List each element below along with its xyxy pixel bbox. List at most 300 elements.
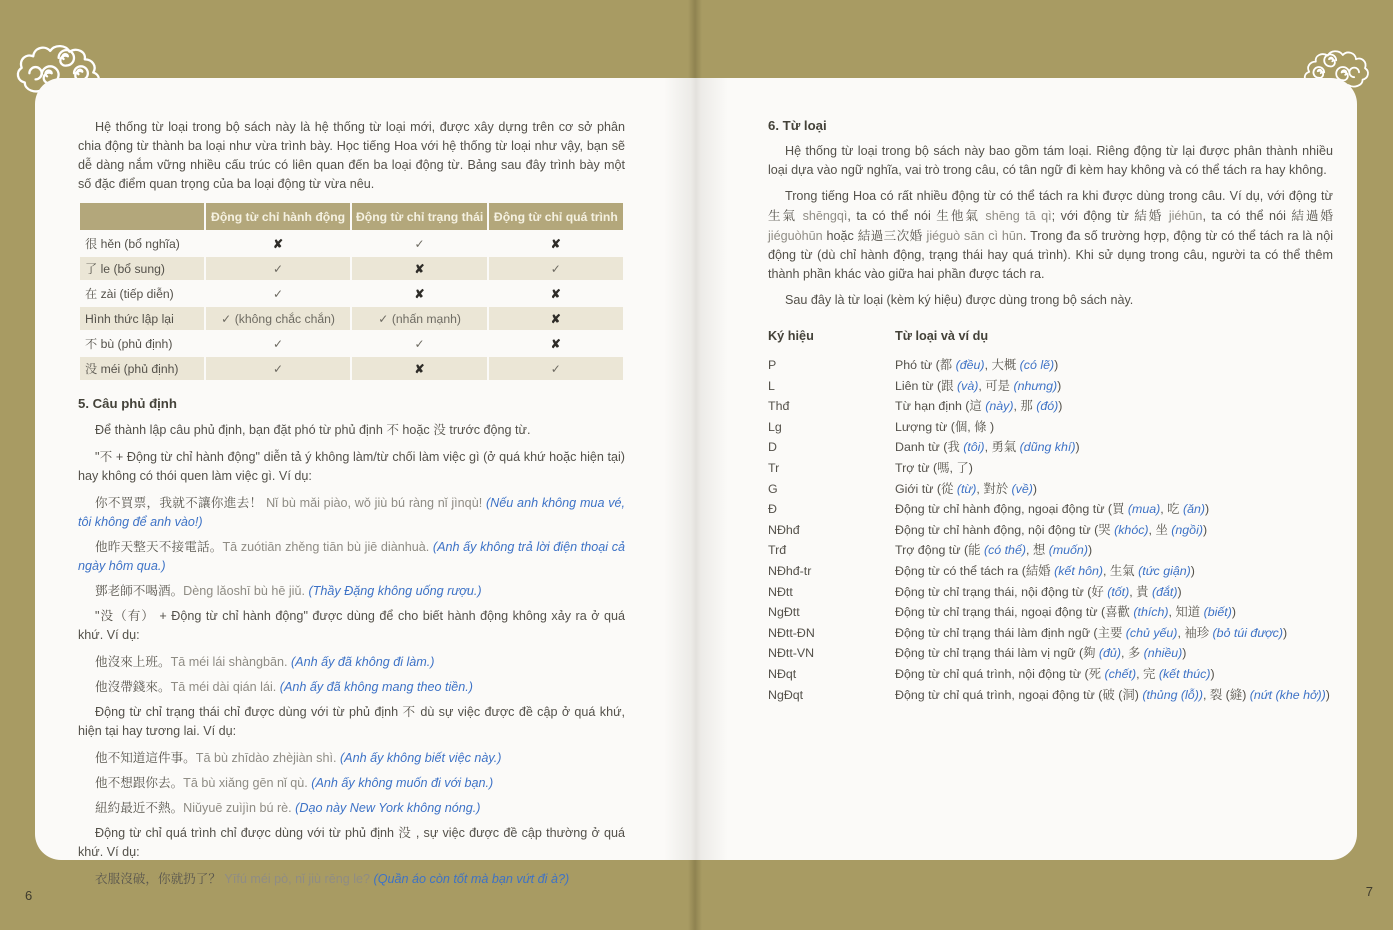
text-run: (Anh ấy đã không đi làm.) bbox=[290, 655, 435, 669]
text-run: 可是 bbox=[985, 377, 1011, 393]
text-run: (kết hôn) bbox=[1050, 563, 1104, 578]
page-fold-shadow bbox=[664, 78, 728, 860]
symbol-list-row bbox=[768, 643, 1333, 664]
text-run: Niǔyuē zuìjìn bú rè. bbox=[183, 801, 296, 815]
text-run: (và) bbox=[953, 378, 979, 393]
text-run: (chết) bbox=[1101, 666, 1137, 681]
row-label-hanzi: 很 bbox=[85, 237, 98, 251]
symbol-list-row bbox=[768, 602, 1333, 623]
table-cell-mark: ✘ bbox=[488, 306, 624, 331]
text-run: . Trong đa số trường hợp, động từ có thể tách ra là nội động từ (dù chỉ hành động, trạng thái hay quá trình). Khi sử dụng trong câu, người ta có thể thêm thành phần khác vào giữa hai phần được tách ra. bbox=[768, 229, 1333, 281]
symbol-label: Đ bbox=[768, 502, 777, 517]
text-run: trước động từ. bbox=[445, 423, 531, 437]
symbol-label: NĐhđ-tr bbox=[768, 563, 812, 578]
text-run: jiéhūn bbox=[1163, 209, 1203, 223]
text-run: Trợ từ ( bbox=[895, 460, 938, 475]
symbol-label: L bbox=[768, 378, 775, 393]
table-row bbox=[79, 331, 624, 356]
text-run: (ngồi) bbox=[1167, 522, 1203, 537]
paragraph bbox=[78, 420, 625, 440]
text-run: ) bbox=[1242, 687, 1250, 702]
text-run: shēng tā qì bbox=[979, 209, 1052, 223]
table-cell-mark: ✘ bbox=[351, 281, 487, 306]
symbol-description bbox=[895, 520, 1333, 541]
text-run: , bbox=[976, 481, 984, 496]
symbol-label: NĐhđ bbox=[768, 522, 800, 537]
page-right bbox=[768, 118, 1333, 705]
text-run: 哭 bbox=[1098, 521, 1111, 537]
text-run: Tā bù zhīdào zhèjiàn shì. bbox=[195, 751, 340, 765]
verb-properties-table bbox=[78, 201, 625, 382]
text-run: Liên từ ( bbox=[895, 378, 942, 393]
symbol-list-row bbox=[768, 458, 1333, 479]
symbol-description bbox=[895, 602, 1333, 623]
text-run: (đều) bbox=[952, 358, 985, 372]
symbol-label: Thđ bbox=[768, 399, 790, 414]
text-run: ( bbox=[1114, 687, 1123, 702]
table-header-row bbox=[79, 202, 624, 231]
text-run: , bbox=[1129, 584, 1137, 599]
table-header-action-verb: Động từ chỉ hành động bbox=[205, 202, 352, 231]
text-run: 生他氣 bbox=[936, 208, 980, 223]
text-run: 我 bbox=[947, 439, 960, 455]
table-row bbox=[79, 281, 624, 306]
text-run: Dèng lǎoshī bù hē jiǔ. bbox=[183, 584, 309, 598]
text-run: 没（有） bbox=[99, 608, 155, 623]
text-run: 多 bbox=[1127, 645, 1141, 661]
text-run: 他不知道這件事。 bbox=[95, 750, 196, 765]
table-header-state-verb: Động từ chỉ trạng thái bbox=[351, 202, 487, 231]
row-label-text: bù (phủ định) bbox=[97, 337, 173, 351]
text-run: jiéguò sān cì hūn bbox=[922, 229, 1023, 243]
text-run: 他不想跟你去。 bbox=[95, 775, 184, 790]
table-header-blank bbox=[79, 202, 205, 231]
text-run: ) bbox=[1205, 502, 1210, 517]
text-run: ) bbox=[968, 460, 973, 475]
text-run: , bbox=[1202, 687, 1210, 702]
symbol-description bbox=[895, 396, 1333, 417]
text-run: , bbox=[967, 419, 975, 434]
symbol-description bbox=[895, 643, 1333, 664]
symbol-list-row bbox=[768, 664, 1333, 685]
text-run: hoặc bbox=[398, 423, 434, 437]
table-cell-mark: ✓ bbox=[205, 356, 352, 381]
symbol-list-header bbox=[768, 329, 1333, 343]
text-run: , bbox=[1177, 625, 1185, 640]
text-run: 吃 bbox=[1167, 501, 1180, 517]
text-run: 鄧老師不喝酒。 bbox=[95, 583, 184, 598]
text-run: 買 bbox=[1112, 501, 1125, 517]
example-sentence bbox=[78, 493, 625, 532]
row-label-text: zài (tiếp diễn) bbox=[97, 287, 174, 301]
text-run: (Thầy Đặng không uống rượu.) bbox=[308, 584, 482, 598]
symbol-list-row bbox=[768, 685, 1333, 706]
text-run: 想 bbox=[1032, 542, 1046, 558]
example-sentence bbox=[78, 773, 625, 793]
text-run: 没 bbox=[398, 825, 412, 840]
text-run: Động từ chỉ quá trình, nội động từ ( bbox=[895, 666, 1089, 681]
table-cell-mark: ✘ bbox=[351, 256, 487, 281]
paragraph bbox=[768, 187, 1333, 284]
text-run: ) bbox=[1182, 646, 1187, 661]
row-label-hanzi: 不 bbox=[85, 337, 98, 351]
text-run: (từ) bbox=[953, 481, 977, 496]
symbol-description bbox=[895, 540, 1333, 561]
text-run: (tức giận) bbox=[1134, 563, 1191, 578]
text-run: 他昨天整天不接電話。 bbox=[95, 539, 223, 554]
page-number-left: 6 bbox=[25, 888, 33, 903]
text-run: 了 bbox=[956, 459, 969, 475]
text-run: (Dạo này New York không nóng.) bbox=[295, 801, 481, 815]
text-run: (Quần áo còn tốt mà bạn vứt đi à?) bbox=[373, 872, 570, 886]
text-run: (kết thúc) bbox=[1155, 666, 1211, 681]
text-run: Từ hạn định ( bbox=[895, 399, 970, 414]
symbol-label: NgĐtt bbox=[768, 605, 800, 620]
symbol-description bbox=[895, 664, 1333, 685]
text-run: 破 bbox=[1102, 686, 1115, 702]
text-run: Động từ chỉ quá trình, ngoại động từ ( bbox=[895, 687, 1103, 702]
text-run: 他沒來上班。 bbox=[95, 654, 171, 669]
text-run: ) bbox=[986, 419, 995, 434]
text-run: 死 bbox=[1088, 665, 1102, 681]
table-cell-mark: ✓ (nhấn mạnh) bbox=[351, 306, 487, 331]
symbol-list-row bbox=[768, 561, 1333, 582]
text-run: (này) bbox=[981, 399, 1014, 414]
symbol-description bbox=[895, 582, 1333, 603]
text-run: Phó từ ( bbox=[895, 358, 940, 372]
text-run: Trong tiếng Hoa có rất nhiều động từ có thể tách ra khi được dùng trong câu. Ví dụ, với động từ bbox=[785, 189, 1333, 203]
paragraph bbox=[78, 702, 625, 741]
text-run: 勇氣 bbox=[991, 439, 1017, 455]
symbol-label: D bbox=[768, 440, 777, 455]
text-run: Giới từ ( bbox=[895, 481, 942, 496]
text-run: , bbox=[1168, 605, 1176, 620]
text-run: (tốt) bbox=[1103, 584, 1130, 599]
text-run: 都 bbox=[939, 357, 953, 372]
text-run: , bbox=[984, 440, 992, 455]
paragraph bbox=[78, 606, 625, 645]
table-cell-mark: ✘ bbox=[205, 231, 352, 256]
section-6-heading: 6. Từ loại bbox=[768, 118, 827, 133]
text-run: dù sự việc được đề cập ở quá khứ, hiện tại hay tương lai. Ví dụ: bbox=[78, 705, 626, 738]
symbol-label: G bbox=[768, 481, 778, 496]
table-cell-mark: ✓ bbox=[205, 256, 352, 281]
symbol-label: Lg bbox=[768, 419, 782, 434]
text-run: ; với động từ bbox=[1051, 209, 1135, 223]
text-run: 坐 bbox=[1155, 521, 1168, 537]
text-run: Tā méi dài qián lái. bbox=[170, 680, 280, 694]
text-run: Động từ chỉ trạng thái, ngoại động từ ( bbox=[895, 605, 1106, 620]
symbol-list-row bbox=[768, 623, 1333, 644]
text-run: 條 bbox=[974, 418, 987, 434]
text-run: Nǐ bù mǎi piào, wǒ jiù bú ràng nǐ jìnqù! bbox=[262, 496, 486, 510]
text-run: 大概 bbox=[991, 357, 1017, 372]
text-run: 生氣 bbox=[768, 208, 798, 223]
symbol-list bbox=[768, 355, 1333, 705]
text-run: (thủng (lỗ)) bbox=[1142, 687, 1203, 702]
text-run: Động từ chỉ hành động, ngoại động từ ( bbox=[895, 502, 1113, 517]
row-label bbox=[79, 231, 205, 256]
text-run: 生氣 bbox=[1109, 562, 1135, 578]
row-label-hanzi: 了 bbox=[85, 262, 98, 276]
page-left bbox=[78, 118, 625, 894]
text-run: 能 bbox=[968, 542, 981, 558]
symbol-description bbox=[895, 458, 1333, 479]
text-run: (mua) bbox=[1124, 502, 1161, 517]
row-label bbox=[79, 356, 205, 381]
symbol-list-row bbox=[768, 417, 1333, 438]
text-run: " bbox=[95, 609, 100, 623]
text-run: 知道 bbox=[1175, 604, 1201, 620]
text-run: 縫 bbox=[1229, 686, 1243, 702]
text-run: , bbox=[1160, 502, 1168, 517]
text-run: 不 bbox=[99, 449, 113, 464]
symbol-description bbox=[895, 437, 1333, 458]
symbol-description bbox=[895, 479, 1333, 500]
text-run: 結過婚 bbox=[1291, 208, 1334, 223]
symbol-description bbox=[895, 685, 1333, 706]
text-run: Động từ chỉ trạng thái làm định ngữ ( bbox=[895, 625, 1098, 640]
text-run: 衣服沒破，你就扔了？ bbox=[95, 871, 221, 886]
text-run: (muốn) bbox=[1045, 543, 1088, 558]
text-run: (về) bbox=[1008, 481, 1033, 496]
table-cell-mark: ✓ bbox=[488, 356, 624, 381]
paragraph: Hệ thống từ loại trong bộ sách này bao gồm tám loại. Riêng động từ lại được phân thành nhiều loại dựa vào ngữ nghĩa, vai trò trong câu, có tân ngữ đi kèm hay không và có thể tách ra hay không. bbox=[768, 144, 1333, 177]
table-header-process-verb: Động từ chỉ quá trình bbox=[488, 202, 624, 231]
text-run: Trợ động từ ( bbox=[895, 543, 969, 558]
text-run: 不 bbox=[386, 422, 399, 437]
symbol-label: NĐqt bbox=[768, 666, 797, 681]
text-run: (Anh ấy không trả lời điện thoại cả ngày hôm qua.) bbox=[78, 540, 625, 573]
text-run: ) bbox=[1075, 440, 1080, 455]
text-run: ) bbox=[1177, 584, 1182, 599]
text-run: 你不買票，我就不讓你進去！ bbox=[95, 495, 263, 510]
table-row bbox=[79, 256, 624, 281]
symbol-description bbox=[895, 561, 1333, 582]
text-run: , bbox=[949, 460, 957, 475]
symbol-description bbox=[895, 417, 1333, 438]
text-run: hoặc bbox=[822, 229, 858, 243]
text-run: " bbox=[95, 450, 100, 464]
example-sentence bbox=[78, 748, 625, 768]
text-run: (đắt) bbox=[1148, 584, 1178, 599]
text-run: 嗎 bbox=[937, 459, 950, 475]
text-run: ) bbox=[1325, 687, 1330, 702]
text-run: Yīfú méi pò, nǐ jiù rēng le? bbox=[220, 872, 374, 886]
symbol-list-row bbox=[768, 376, 1333, 397]
paragraph bbox=[78, 823, 625, 862]
description-column-header: Từ loại và ví dụ bbox=[895, 329, 989, 343]
text-run: (nhiều) bbox=[1140, 646, 1183, 661]
symbol-label: P bbox=[768, 358, 777, 372]
text-run: (tôi) bbox=[959, 440, 985, 455]
text-run: , ta có thể nói bbox=[1202, 209, 1292, 223]
row-label bbox=[79, 256, 205, 281]
text-run: , bbox=[984, 358, 992, 372]
symbol-label: NĐtt-VN bbox=[768, 646, 815, 661]
text-run: 跟 bbox=[941, 377, 954, 393]
row-label-text: méi (phủ định) bbox=[97, 362, 179, 376]
example-sentence bbox=[78, 798, 625, 818]
symbol-description bbox=[895, 499, 1333, 520]
table-cell-mark: ✓ bbox=[351, 231, 487, 256]
text-run: Động từ chỉ trạng thái làm vị ngữ ( bbox=[895, 646, 1084, 661]
symbol-description bbox=[895, 376, 1333, 397]
text-run: ) bbox=[1231, 605, 1236, 620]
symbol-list-row bbox=[768, 540, 1333, 561]
text-run: Lượng từ ( bbox=[895, 419, 955, 434]
table-cell-mark: ✘ bbox=[488, 331, 624, 356]
text-run: jiéguòhūn bbox=[768, 229, 823, 243]
text-run: 不 bbox=[402, 704, 416, 719]
text-run: ) bbox=[1054, 358, 1059, 372]
table-cell-mark: ✓ (không chắc chắn) bbox=[205, 306, 352, 331]
text-run: 紐約最近不熱。 bbox=[95, 800, 184, 815]
symbol-label: NgĐqt bbox=[768, 687, 804, 702]
text-run: (thích) bbox=[1129, 605, 1169, 620]
text-run: (biết) bbox=[1200, 605, 1232, 620]
text-run: (nứt (khe hở)) bbox=[1249, 687, 1326, 702]
text-run: Tā bù xiǎng gēn nǐ qù. bbox=[183, 776, 312, 790]
book-spread bbox=[35, 78, 1357, 886]
row-label-text: le (bổ sung) bbox=[97, 262, 165, 276]
text-run: , bbox=[1120, 646, 1128, 661]
text-run: + Động từ chỉ hành động" được dùng để cho biết hành động không xảy ra ở quá khứ. Ví dụ: bbox=[78, 609, 625, 642]
text-run: shēngqì bbox=[797, 209, 848, 223]
text-run: 這 bbox=[969, 398, 982, 414]
example-sentence bbox=[78, 581, 625, 601]
text-run: , sự việc được đề cập thường ở quá khứ. Ví dụ: bbox=[78, 826, 626, 859]
text-run: (đó) bbox=[1032, 399, 1059, 414]
text-run: ) bbox=[1058, 399, 1063, 414]
table-cell-mark: ✓ bbox=[205, 331, 352, 356]
symbol-description bbox=[895, 355, 1333, 376]
text-run: ) bbox=[1134, 687, 1143, 702]
text-run: ) bbox=[1032, 481, 1038, 496]
text-run: (Anh ấy đã không mang theo tiền.) bbox=[279, 680, 473, 694]
text-run: ) bbox=[1190, 563, 1195, 578]
text-run: (đủ) bbox=[1095, 646, 1121, 661]
example-sentence bbox=[78, 537, 625, 576]
text-run: (Anh ấy không biết việc này.) bbox=[339, 751, 502, 765]
text-run: (chủ yếu) bbox=[1122, 625, 1178, 640]
text-run: ) bbox=[1057, 378, 1062, 393]
text-run: + Động từ chỉ hành động" diễn tả ý không làm/từ chối làm việc gì (ở quá khứ hoặc hiện tại) hay không có thói quen làm việc gì. Ví dụ: bbox=[78, 450, 625, 483]
paragraph bbox=[78, 447, 625, 486]
text-run: Tā zuótiān zhěng tiān bù jiē diànhuà. bbox=[222, 540, 433, 554]
symbol-list-row bbox=[768, 396, 1333, 417]
table-cell-mark: ✘ bbox=[351, 356, 487, 381]
text-run: (có lẽ) bbox=[1016, 358, 1055, 372]
text-run: 主要 bbox=[1097, 624, 1123, 640]
table-row bbox=[79, 356, 624, 381]
text-run: ( bbox=[1222, 687, 1230, 702]
text-run: , bbox=[1103, 563, 1110, 578]
section-5-heading: 5. Câu phủ định bbox=[78, 396, 177, 411]
symbol-description bbox=[895, 623, 1333, 644]
text-run: , ta có thể nói bbox=[847, 209, 937, 223]
table-row bbox=[79, 231, 624, 256]
text-run: , bbox=[1148, 522, 1156, 537]
text-run: ) bbox=[1087, 543, 1093, 558]
symbol-list-row bbox=[768, 437, 1333, 458]
text-run: 結婚 bbox=[1025, 562, 1051, 578]
text-run: 對於 bbox=[983, 480, 1009, 496]
table-cell-mark: ✓ bbox=[488, 256, 624, 281]
text-run: 個 bbox=[954, 418, 968, 434]
text-run: Động từ chỉ hành động, nội động từ ( bbox=[895, 522, 1099, 537]
symbol-label: NĐtt-ĐN bbox=[768, 625, 815, 640]
text-run: 喜歡 bbox=[1105, 604, 1130, 620]
intro-paragraph: Hệ thống từ loại trong bộ sách này là hệ thống từ loại mới, được xây dựng trên cơ sở phân chia động từ thành ba loại như vừa trình bày. Học tiếng Hoa với hệ thống từ loại như vậy, bạn sẽ dễ dàng nắm vững nhiều cấu trúc có liên quan đến ba loại động từ. Bảng sau đây trình bày một số đặc điểm quan trọng của ba loại động từ vừa nêu. bbox=[78, 120, 625, 191]
text-run: Để thành lập câu phủ định, bạn đặt phó từ phủ định bbox=[95, 423, 387, 437]
text-run: ) bbox=[1202, 522, 1208, 537]
row-label bbox=[79, 331, 205, 356]
text-run: 没 bbox=[433, 422, 446, 437]
table-cell-mark: ✘ bbox=[488, 281, 624, 306]
text-run: 好 bbox=[1091, 583, 1104, 599]
text-run: ) bbox=[1210, 666, 1215, 681]
text-run: Động từ chỉ trạng thái, nội động từ ( bbox=[895, 584, 1092, 599]
table-cell-mark: ✘ bbox=[488, 231, 624, 256]
text-run: (nhưng) bbox=[1010, 378, 1058, 393]
symbol-list-row bbox=[768, 479, 1333, 500]
symbol-column-header: Ký hiệu bbox=[768, 329, 814, 343]
text-run: 從 bbox=[941, 480, 954, 496]
row-label bbox=[79, 306, 205, 331]
text-run: Động từ chỉ trạng thái chỉ được dùng với từ phủ định bbox=[95, 705, 403, 719]
paragraph: Sau đây là từ loại (kèm ký hiệu) được dùng trong bộ sách này. bbox=[785, 293, 1134, 307]
text-run: 洞 bbox=[1122, 686, 1135, 702]
text-run: (có thể) bbox=[980, 543, 1026, 558]
text-run: Động từ có thể tách ra ( bbox=[895, 563, 1026, 578]
symbol-list-row bbox=[768, 499, 1333, 520]
text-run: (dũng khí) bbox=[1016, 440, 1076, 455]
text-run: 那 bbox=[1020, 398, 1033, 414]
text-run: (Anh ấy không muốn đi với bạn.) bbox=[311, 776, 494, 790]
row-label-hanzi: 没 bbox=[85, 362, 98, 376]
text-run: (Nếu anh không mua vé, tôi không để anh vào!) bbox=[78, 496, 626, 529]
text-run: (khóc) bbox=[1110, 522, 1149, 537]
row-label-text: hěn (bổ nghĩa) bbox=[97, 237, 180, 251]
symbol-label: NĐtt bbox=[768, 584, 793, 599]
text-run: Động từ chỉ quá trình chỉ được dùng với từ phủ định bbox=[95, 826, 399, 840]
text-run: 他沒帶錢來。 bbox=[95, 679, 171, 694]
symbol-label: Tr bbox=[768, 460, 780, 475]
text-run: Tā méi lái shàngbān. bbox=[170, 655, 291, 669]
text-run: , bbox=[978, 378, 986, 393]
text-run: ) bbox=[1283, 625, 1288, 640]
row-label-text: Hình thức lập lại bbox=[85, 311, 174, 326]
example-sentence bbox=[78, 652, 625, 672]
table-cell-mark: ✓ bbox=[205, 281, 352, 306]
text-run: (ăn) bbox=[1179, 502, 1206, 517]
text-run: , bbox=[1136, 666, 1144, 681]
table-row bbox=[79, 306, 624, 331]
text-run: 裂 bbox=[1209, 686, 1223, 702]
text-run: 結過三次婚 bbox=[857, 228, 923, 243]
text-run: 結婚 bbox=[1134, 208, 1164, 223]
text-run: 完 bbox=[1143, 665, 1156, 681]
text-run: , bbox=[1025, 543, 1033, 558]
text-run: (bỏ túi được) bbox=[1209, 625, 1283, 640]
row-label bbox=[79, 281, 205, 306]
text-run: 袖珍 bbox=[1184, 624, 1210, 640]
text-run: Danh từ ( bbox=[895, 440, 948, 455]
example-sentence bbox=[78, 677, 625, 697]
text-run: 貴 bbox=[1136, 583, 1149, 599]
symbol-list-row bbox=[768, 355, 1333, 376]
